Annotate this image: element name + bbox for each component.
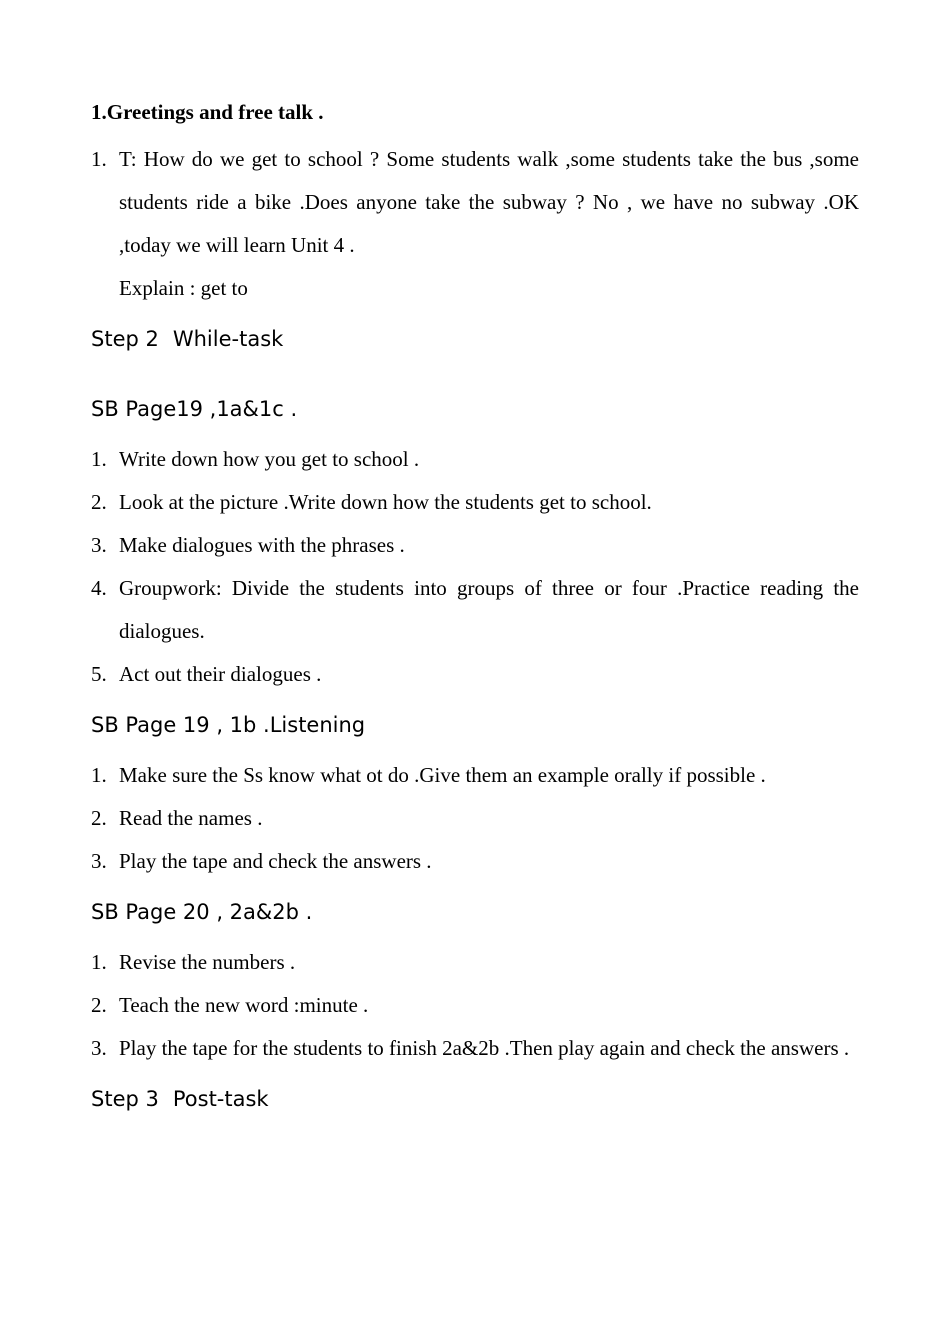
list-item-number: 1. bbox=[91, 950, 107, 974]
section-heading-greetings: 1.Greetings and free talk . bbox=[91, 100, 324, 124]
sb-page19-1b-list bbox=[91, 754, 859, 883]
list-item bbox=[91, 941, 859, 984]
list-item-number: 2. bbox=[91, 490, 107, 514]
step-3-label: Step 3 bbox=[91, 1087, 159, 1111]
list-item-number: 3. bbox=[91, 533, 107, 557]
list-item-number: 2. bbox=[91, 806, 107, 830]
list-item bbox=[91, 524, 859, 567]
document-page bbox=[91, 96, 859, 1114]
step-2-title: While-task bbox=[172, 327, 284, 351]
list-item-number: 2. bbox=[91, 993, 107, 1017]
list-item-text: Play the tape and check the answers . bbox=[119, 849, 432, 873]
list-item bbox=[91, 1027, 859, 1070]
list-item-text: T: How do we get to school ? Some students walk ,some students take the bus ,some students ride a bike .Does anyone take the subway ? No , we have no subway .OK ,today we will learn Unit 4 . bbox=[119, 147, 859, 257]
list-item-number: 5. bbox=[91, 662, 107, 686]
list-item bbox=[91, 567, 859, 653]
greetings-list bbox=[91, 138, 859, 267]
sb-page20-2a2b-heading: SB Page 20 , 2a&2b . bbox=[91, 900, 313, 924]
step-2-heading bbox=[91, 324, 859, 354]
list-item bbox=[91, 797, 859, 840]
list-item bbox=[91, 754, 859, 797]
sb-page19-1a1c-heading: SB Page19 ,1a&1c . bbox=[91, 397, 298, 421]
step-3-heading bbox=[91, 1084, 859, 1114]
list-item-text: Make dialogues with the phrases . bbox=[119, 533, 405, 557]
list-item bbox=[91, 138, 859, 267]
list-item-text: Groupwork: Divide the students into groups of three or four .Practice reading the dialogues. bbox=[119, 576, 859, 643]
sb-page20-2a2b-list bbox=[91, 941, 859, 1070]
list-item-text: Teach the new word :minute . bbox=[119, 993, 369, 1017]
list-item-number: 3. bbox=[91, 849, 107, 873]
sb-page19-1b-heading: SB Page 19 , 1b .Listening bbox=[91, 713, 366, 737]
list-item-text: Make sure the Ss know what ot do .Give them an example orally if possible . bbox=[119, 763, 766, 787]
list-item-number: 1. bbox=[91, 763, 107, 787]
step-2-label: Step 2 bbox=[91, 327, 159, 351]
list-item-number: 1. bbox=[91, 147, 107, 171]
list-item-text: Read the names . bbox=[119, 806, 263, 830]
list-item-text: Revise the numbers . bbox=[119, 950, 296, 974]
list-item bbox=[91, 984, 859, 1027]
list-item-number: 4. bbox=[91, 576, 107, 600]
list-item-text: Look at the picture .Write down how the students get to school. bbox=[119, 490, 652, 514]
list-item-text: Play the tape for the students to finish 2a&2b .Then play again and check the answers . bbox=[119, 1036, 850, 1060]
list-item-text: Write down how you get to school . bbox=[119, 447, 420, 471]
list-item-number: 3. bbox=[91, 1036, 107, 1060]
sb-page19-1a1c-list bbox=[91, 438, 859, 696]
list-item-text: Act out their dialogues . bbox=[119, 662, 322, 686]
list-item bbox=[91, 653, 859, 696]
explain-line: Explain : get to bbox=[119, 276, 248, 300]
list-item bbox=[91, 481, 859, 524]
list-item-number: 1. bbox=[91, 447, 107, 471]
step-3-title: Post-task bbox=[172, 1087, 269, 1111]
list-item bbox=[91, 438, 859, 481]
list-item bbox=[91, 840, 859, 883]
